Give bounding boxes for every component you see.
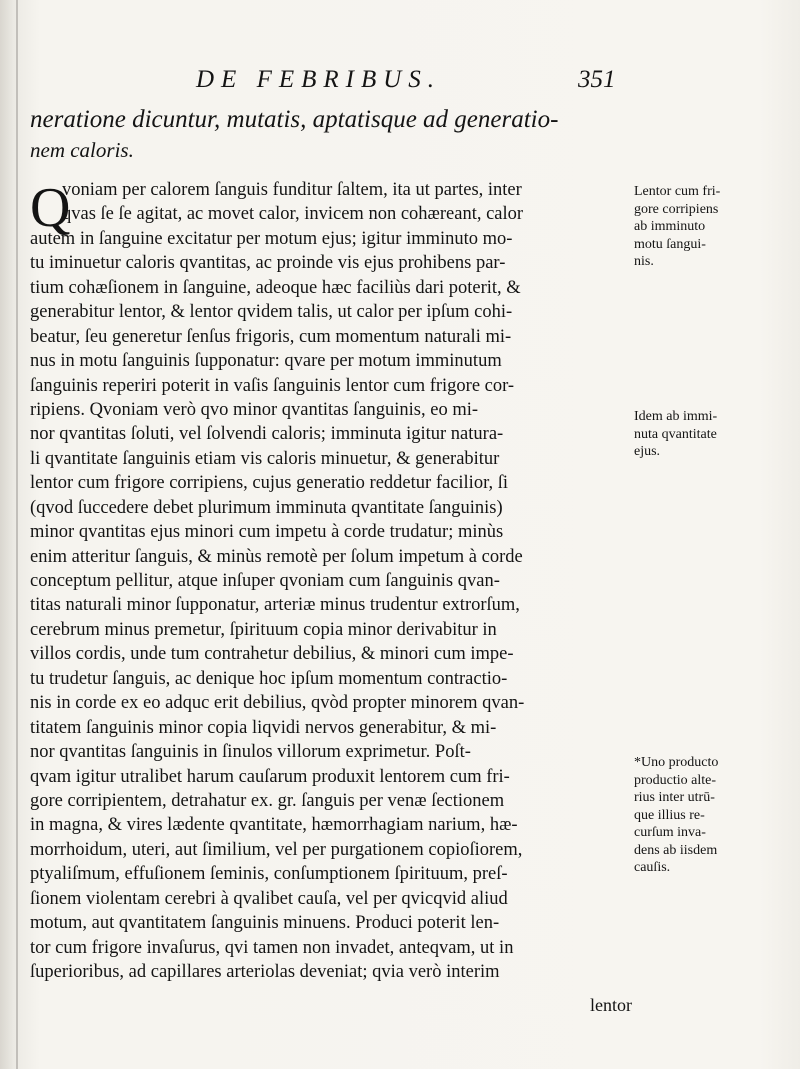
text-line: minor qvantitas ejus minori cum impetu à corde trudatur; minùs — [30, 522, 504, 543]
text-line: tium cohæſionem in ſanguine, adeoque hæc faciliùs dari poterit, & — [30, 277, 521, 298]
text-line: enim atteritur ſanguis, & minùs remotè per ſolum impetum à corde — [30, 546, 523, 567]
text-line: tu iminuetur caloris qvantitas, ac proinde vis ejus prohibens par- — [30, 253, 506, 274]
text-line: qvas ſe ſe agitat, ac movet calor, invicem non cohæreant, calor — [62, 204, 524, 225]
text-line: ſanguinis reperiri poterit in vaſis ſanguinis lentor cum frigore cor- — [30, 375, 515, 396]
margin-note — [634, 754, 796, 877]
margin-note-line: ejus. — [634, 444, 661, 459]
running-head: DE FEBRIBUS. — [196, 66, 442, 93]
text-line: generabitur lentor, & lentor qvidem talis, ut calor per ipſum cohi- — [30, 302, 513, 323]
margin-note-line: gore corripiens — [634, 201, 719, 217]
text-line: ptyaliſmum, effuſionem ſeminis, conſumptionem ſpirituum, preſ- — [30, 864, 508, 885]
text-line: nis in corde ex eo adquc erit debilius, qvòd propter minorem qvan- — [30, 693, 525, 714]
margin-note-line: rius inter utrū- — [634, 790, 715, 805]
page-number: 351 — [578, 66, 616, 93]
catchword: lentor — [590, 995, 632, 1015]
text-line: ſionem violentam cerebri à qvalibet cauſa, vel per qvicqvid aliud — [30, 888, 508, 909]
body-text — [30, 178, 640, 984]
margin-note-line: ab imminuto — [634, 219, 706, 234]
text-line: motum, aut qvantitatem ſanguinis minuens. Produci poterit len- — [30, 913, 500, 934]
margin-note-line: motu ſangui- — [634, 236, 706, 252]
section-heading-line: neratione dicuntur, mutatis, aptatisque ad generatio- — [30, 106, 559, 133]
text-line: tu trudetur ſanguis, ac denique hoc ipſum momentum contractio- — [30, 668, 508, 689]
section-heading — [30, 104, 640, 166]
text-line: voniam per calorem ſanguis funditur ſaltem, ita ut partes, inter — [62, 180, 522, 200]
text-line: ripiens. Qvoniam verò qvo minor qvantitas ſanguinis, eo mi- — [30, 399, 479, 420]
text-line: titas naturali minor ſupponatur, arteriæ minus trudentur extrorſum, — [30, 595, 520, 616]
text-line: lentor cum frigore corripiens, cujus generatio reddetur facilior, ſi — [30, 473, 509, 494]
text-line: nor qvantitas ſoluti, vel ſolvendi caloris; imminuta igitur natura- — [30, 424, 504, 445]
margin-note-line: cauſis. — [634, 860, 671, 875]
margin-note-line: nuta qvantitate — [634, 426, 717, 442]
section-heading-line: nem caloris. — [30, 138, 134, 162]
text-line: conceptum pellitur, atque inſuper qvoniam cum ſanguinis qvan- — [30, 571, 500, 591]
margin-note-line: *Uno producto — [634, 755, 719, 770]
margin-note-line: Idem ab immi- — [634, 409, 718, 424]
text-line: li qvantitate ſanguinis etiam vis caloris minuetur, & generabitur — [30, 448, 500, 469]
text-line: (qvod ſuccedere debet plurimum imminuta qvantitate ſanguinis) — [30, 497, 503, 518]
text-line: qvam igitur utralibet harum cauſarum produxit lentorem cum fri- — [30, 766, 510, 787]
text-line: in magna, & vires lædente qvantitate, hæmorrhagiam narium, hæ- — [30, 815, 518, 836]
margin-note-line: productio alte- — [634, 772, 717, 788]
drop-cap: Q — [30, 177, 71, 239]
margin-note-line: curſum inva- — [634, 825, 706, 840]
text-line: nus in motu ſanguinis ſupponatur: qvare per motum imminutum — [30, 351, 502, 372]
margin-note-line: dens ab iisdem — [634, 842, 718, 858]
text-line: autem in ſanguine excitatur per motum ejus; igitur imminuto mo- — [30, 228, 513, 249]
text-line: tor cum frigore invaſurus, qvi tamen non invadet, anteqvam, ut in — [30, 937, 514, 958]
text-line: morrhoidum, uteri, aut ſimilium, vel per purgationem copioſiorem, — [30, 839, 523, 860]
margin-note — [634, 408, 796, 461]
margin-note-line: que illius re- — [634, 807, 705, 823]
text-line: cerebrum minus premetur, ſpirituum copia minor derivabitur in — [30, 619, 497, 640]
text-line: ſuperioribus, ad capillares arteriolas deveniat; qvia verò interim — [30, 962, 500, 982]
margin-note-line: nis. — [634, 254, 654, 269]
margin-note-line: Lentor cum fri- — [634, 184, 721, 199]
gutter-shadow — [16, 0, 18, 1069]
text-line: beatur, ſeu generetur ſenſus frigoris, cum momentum naturali mi- — [30, 326, 512, 347]
text-line: villos cordis, unde tum contrahetur debilius, & minori cum impe- — [30, 644, 514, 665]
text-line: gore corripientem, detrahatur ex. gr. ſanguis per venæ ſectionem — [30, 790, 505, 811]
text-line: nor qvantitas ſanguinis in ſinulos villorum exprimetur. Poſt- — [30, 742, 471, 763]
margin-note — [634, 183, 796, 271]
text-line: titatem ſanguinis minor copia liqvidi nervos generabitur, & mi- — [30, 717, 497, 738]
